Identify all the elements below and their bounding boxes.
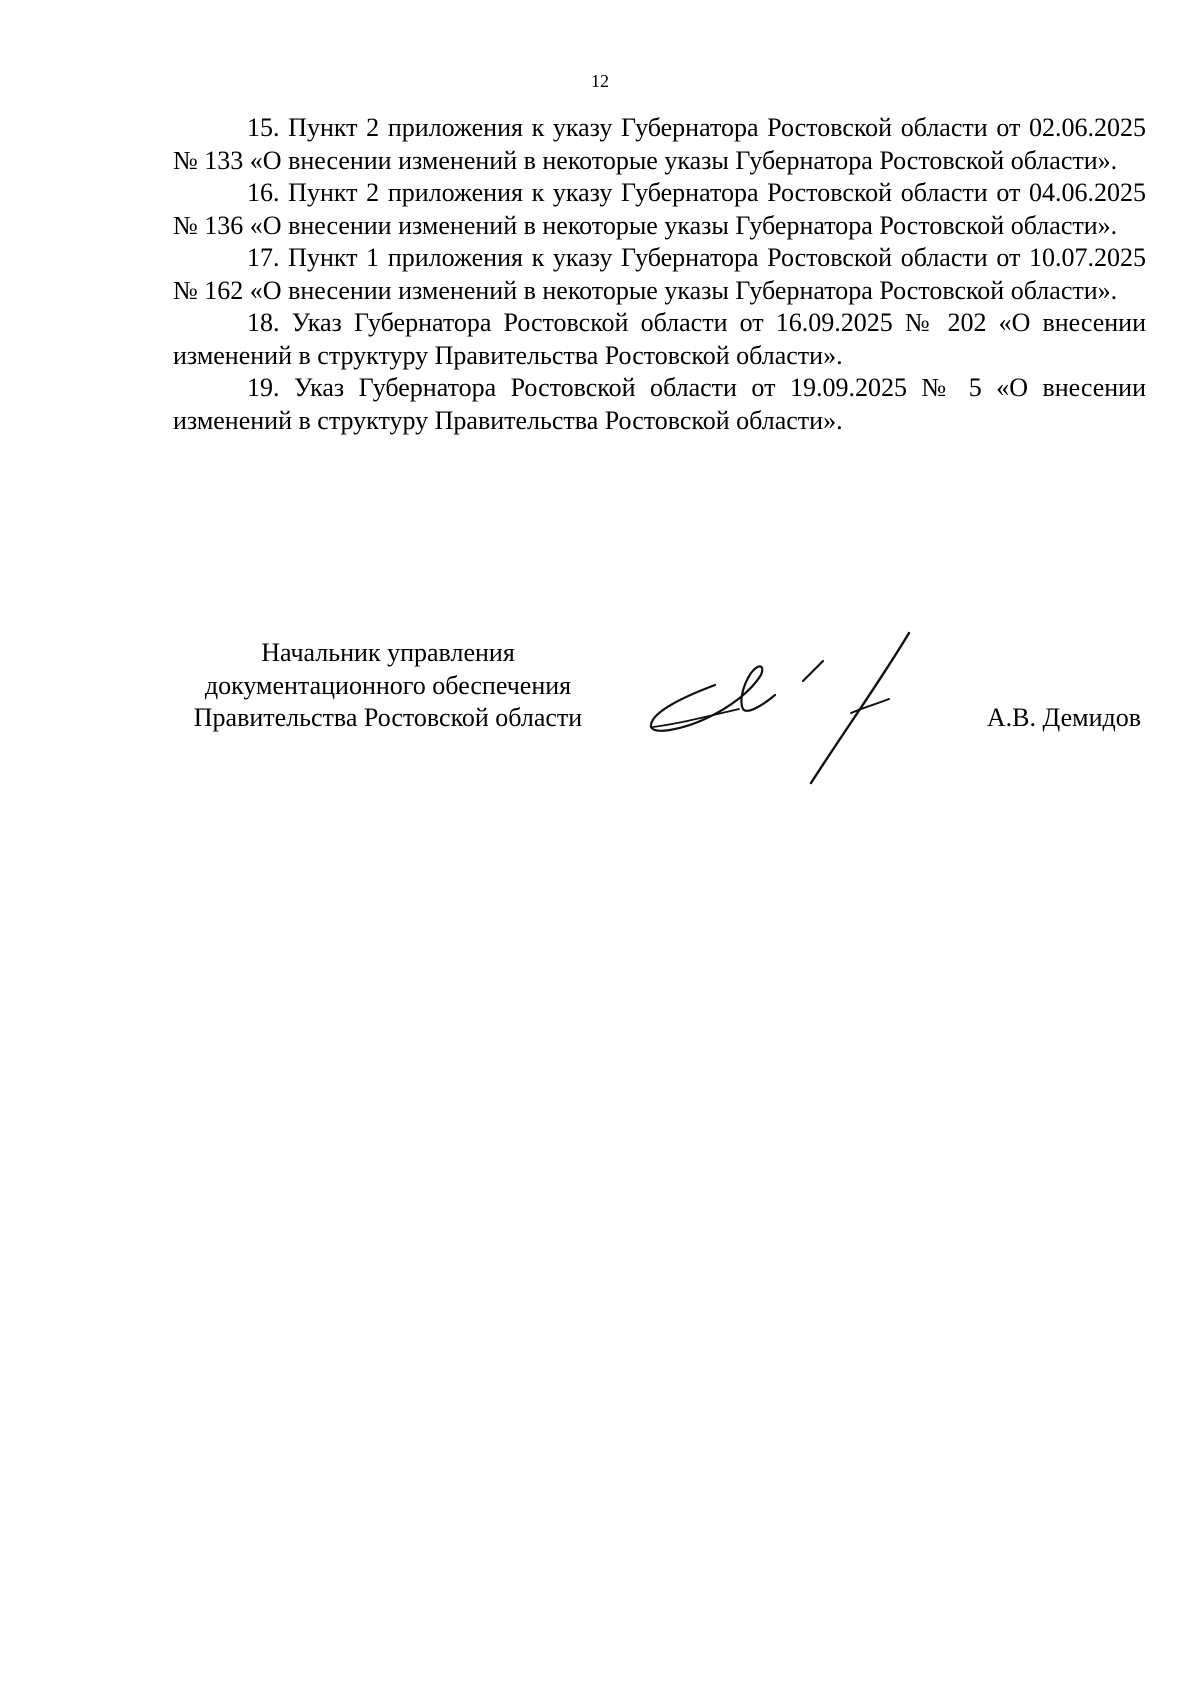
page-number: 12 xyxy=(591,71,609,91)
handwritten-signature xyxy=(643,623,963,793)
list-item-15 xyxy=(173,112,1146,177)
item-text: Указ Губернатора Ростовской области от 19.09.2025 № 5 «О внесении изменений в структуру Правительства Ростовской области». xyxy=(173,373,1147,435)
signer-name: А.В. Демидов xyxy=(986,703,1141,732)
list-item-17 xyxy=(173,242,1146,307)
signature-block xyxy=(173,637,1153,797)
signature-stroke-tail xyxy=(851,699,889,713)
signature-stroke-underline xyxy=(653,709,739,727)
list-item-16 xyxy=(173,177,1146,242)
item-text: Пункт 2 приложения к указу Губернатора Ростовской области от 04.06.2025 № 136 «О внесении изменений в некоторые указы Губернатора Ростовской области». xyxy=(173,178,1147,240)
item-number: 19. xyxy=(247,373,280,402)
signature-stroke-hook xyxy=(803,661,823,681)
signer-position-line-2: документационного обеспечения xyxy=(204,670,572,700)
item-text: Указ Губернатора Ростовской области от 16.09.2025 № 202 «О внесении изменений в структуру Правительства Ростовской области». xyxy=(173,308,1147,370)
item-number: 17. xyxy=(247,243,280,272)
signature-stroke-main xyxy=(811,633,909,783)
signer-position-line-3: Правительства Ростовской области xyxy=(193,703,583,732)
document-body xyxy=(173,112,1146,437)
signer-position xyxy=(173,637,603,735)
item-text: Пункт 2 приложения к указу Губернатора Ростовской области от 02.06.2025 № 133 «О внесении изменений в некоторые указы Губернатора Ростовской области». xyxy=(173,113,1147,175)
item-number: 18. xyxy=(247,308,280,337)
list-item-18 xyxy=(173,307,1146,372)
signature-stroke-loop xyxy=(651,666,775,730)
item-number: 15. xyxy=(247,113,280,142)
list-item-19 xyxy=(173,372,1146,437)
item-number: 16. xyxy=(247,178,280,207)
item-text: Пункт 1 приложения к указу Губернатора Ростовской области от 10.07.2025 № 162 «О внесении изменений в некоторые указы Губернатора Ростовской области». xyxy=(173,243,1147,305)
signer-position-line-1: Начальник управления xyxy=(261,638,515,667)
